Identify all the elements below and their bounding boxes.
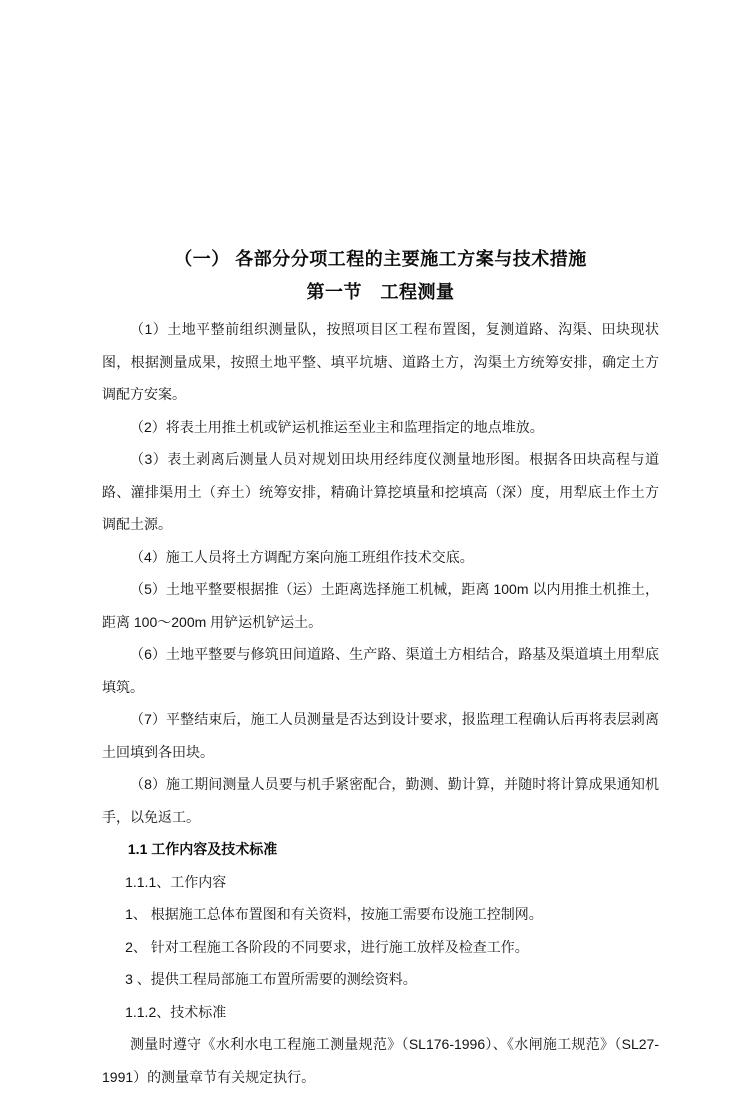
paragraph-4: （4）施工人员将土方调配方案向施工班组作技术交底。 xyxy=(130,548,474,565)
paragraph-1: （1）土地平整前组织测量队，按照项目区工程布置图，复测道路、沟渠、田块现状图，根据测量成果，按照土地平整、填平坑塘、道路土方，沟渠土方统筹安排，确定土方调配方安案。 xyxy=(102,321,659,402)
document-content xyxy=(102,246,659,1093)
subsection-heading-1-1-1: 1.1.1、工作内容 xyxy=(125,873,227,890)
work-item-2: 2、 针对工程施工各阶段的不同要求，进行施工放样及检查工作。 xyxy=(125,938,529,955)
subsection-heading-1-1-2: 1.1.2、技术标准 xyxy=(125,1003,227,1020)
document-title: （一） 各部分分项工程的主要施工方案与技术措施 xyxy=(174,249,587,269)
chapter-title: 第一节 工程测量 xyxy=(306,282,455,302)
work-item-1: 1、 根据施工总体布置图和有关资料，按施工需要布设施工控制网。 xyxy=(125,906,543,922)
paragraph-6: （6）土地平整要与修筑田间道路、生产路、渠道土方相结合，路基及渠道填土用犁底填筑。 xyxy=(102,646,659,695)
paragraph-3: （3）表土剥离后测量人员对规划田块用经纬度仪测量地形图。根据各田块高程与道路、灌排渠用土（弃土）统筹安排，精确计算挖填量和挖填高（深）度，用犁底土作土方调配土源。 xyxy=(102,451,659,532)
paragraph-7: （7）平整结束后，施工人员测量是否达到设计要求，报监理工程确认后再将表层剥离土回填到各田块。 xyxy=(102,711,659,760)
paragraph-2: （2）将表土用推土机或铲运机推运至业主和监理指定的地点堆放。 xyxy=(130,418,544,435)
paragraph-5: （5）土地平整要根据推（运）土距离选择施工机械，距离 100m 以内用推土机推土，距离 100～200m 用铲运机铲运土。 xyxy=(102,581,659,630)
work-item-3: 3 、提供工程局部施工布置所需要的测绘资料。 xyxy=(125,971,417,987)
paragraph-8: （8）施工期间测量人员要与机手紧密配合，勤测、勤计算，并随时将计算成果通知机手，以免返工。 xyxy=(102,776,659,825)
section-heading-1-1: 1.1 工作内容及技术标准 xyxy=(127,841,278,857)
body-text xyxy=(102,313,659,1093)
standards-paragraph: 测量时遵守《水利水电工程施工测量规范》（SL176-1996）、《水闸施工规范》（SL27-1991）的测量章节有关规定执行。 xyxy=(102,1036,659,1085)
